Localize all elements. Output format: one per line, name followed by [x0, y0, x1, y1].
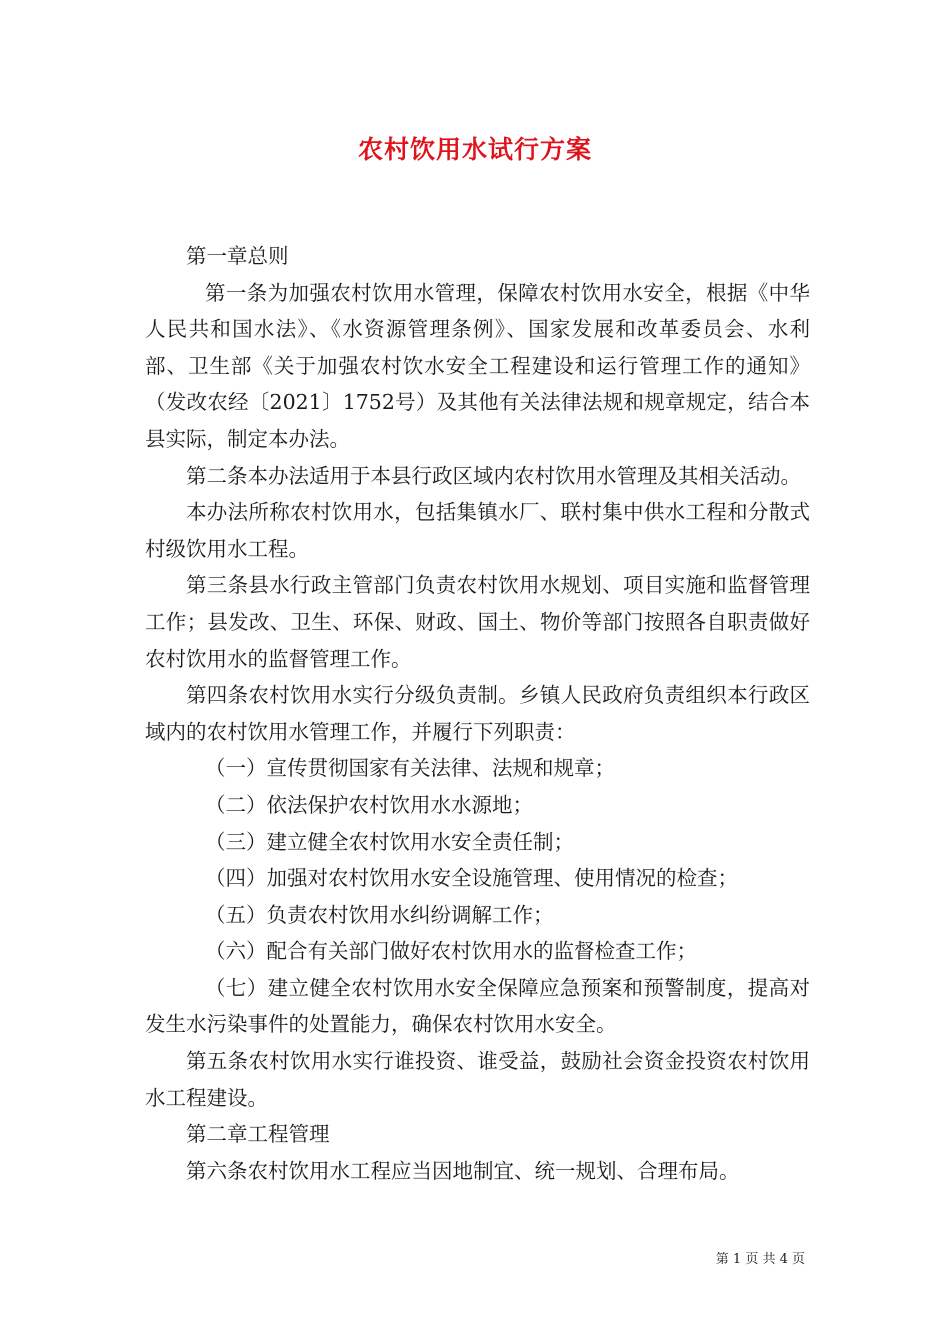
article-paragraph: 第四条农村饮用水实行分级负责制。乡镇人民政府负责组织本行政区域内的农村饮用水管理工作，并履行下列职责：	[145, 683, 810, 744]
article-paragraph: 第五条农村饮用水实行谁投资、谁受益，鼓励社会资金投资农村饮用水工程建设。	[145, 1049, 810, 1110]
list-item: （三）建立健全农村饮用水安全责任制；	[205, 829, 574, 854]
document-body	[145, 238, 810, 1189]
article-paragraph: 第一条为加强农村饮用水管理，保障农村饮用水安全，根据《中华人民共和国水法》、《水资源管理条例》、国家发展和改革委员会、水利部、卫生部《关于加强农村饮水安全工程建设和运行管理工作的通知》（发改农经〔2021〕1752号）及其他有关法律法规和规章规定，结合本县实际，制定本办法。	[145, 280, 810, 451]
chapter-heading: 第二章工程管理	[186, 1122, 330, 1147]
page-number: 第 1 页 共 4 页	[715, 1252, 805, 1267]
list-item: （七）建立健全农村饮用水安全保障应急预案和预警制度，提高对发生水污染事件的处置能力，确保农村饮用水安全。	[145, 975, 810, 1037]
list-item: （二）依法保护农村饮用水水源地；	[205, 792, 533, 817]
list-item: （六）配合有关部门做好农村饮用水的监督检查工作；	[205, 939, 697, 964]
document-title: 农村饮用水试行方案	[357, 135, 592, 164]
list-item: （四）加强对农村饮用水安全设施管理、使用情况的检查；	[205, 866, 738, 891]
article-paragraph: 第二条本办法适用于本县行政区域内农村饮用水管理及其相关活动。	[186, 463, 801, 488]
list-item: （一）宣传贯彻国家有关法律、法规和规章；	[205, 756, 615, 781]
list-item: （五）负责农村饮用水纠纷调解工作；	[205, 902, 554, 927]
article-paragraph: 本办法所称农村饮用水，包括集镇水厂、联村集中供水工程和分散式村级饮用水工程。	[145, 500, 810, 561]
article-paragraph: 第三条县水行政主管部门负责农村饮用水规划、项目实施和监督管理工作；县发改、卫生、环保、财政、国土、物价等部门按照各自职责做好农村饮用水的监督管理工作。	[145, 573, 810, 671]
chapter-heading: 第一章总则	[186, 244, 289, 268]
article-paragraph: 第六条农村饮用水工程应当因地制宜、统一规划、合理布局。	[186, 1158, 740, 1183]
